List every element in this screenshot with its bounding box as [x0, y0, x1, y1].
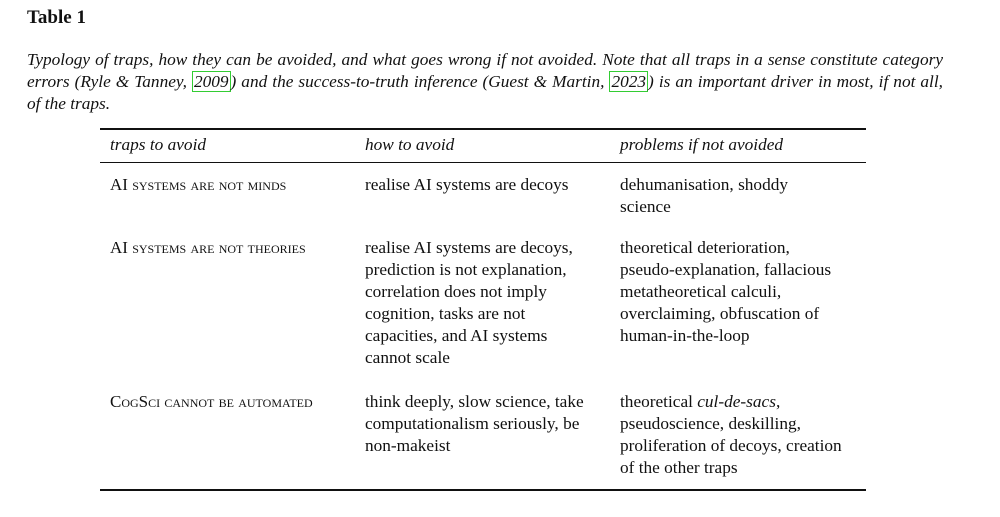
trap-cell: AI systems are not theories	[110, 238, 306, 257]
trap-cell: CogSci cannot be automated	[110, 392, 313, 411]
how-line: non-makeist	[365, 436, 451, 455]
problems-line: theoretical deterioration,	[620, 238, 790, 257]
problems-cell	[620, 237, 865, 347]
problems-text: theoretical	[620, 392, 698, 411]
problems-line-first	[620, 391, 865, 413]
problems-cell	[620, 391, 865, 479]
how-cell	[365, 174, 610, 196]
problems-cell	[620, 174, 865, 218]
how-line: think deeply, slow science, take	[365, 392, 584, 411]
problems-line: metatheoretical calculi,	[620, 282, 782, 301]
problems-line: proliferation of decoys, creation	[620, 436, 842, 455]
problems-line: dehumanisation, shoddy	[620, 175, 788, 194]
problems-line: pseudo-explanation, fallacious	[620, 260, 832, 279]
trap-cell: AI systems are not minds	[110, 175, 287, 194]
header-problems-if-not-avoided: problems if not avoided	[620, 135, 784, 154]
how-cell	[365, 237, 610, 369]
caption-text-2: ) and the success-to-truth inference (Guest & Martin,	[230, 72, 610, 91]
problems-text: ,	[775, 392, 781, 411]
problems-line: science	[620, 197, 671, 216]
table-caption	[27, 49, 943, 115]
problems-line: overclaiming, obfuscation of	[620, 304, 820, 323]
header-how-to-avoid: how to avoid	[365, 135, 455, 154]
caption-text-3: ) is an important driver in most, if not all, of the traps.	[27, 72, 943, 113]
how-line: cannot scale	[365, 348, 450, 367]
how-line: computationalism seriously, be	[365, 414, 580, 433]
traps-table	[100, 128, 866, 491]
how-line: cognition, tasks are not	[365, 304, 526, 323]
table-header-row	[100, 130, 866, 163]
problems-line: of the other traps	[620, 458, 738, 477]
problems-italic-text: cul-de-sacs	[697, 392, 776, 411]
how-line: prediction is not explanation,	[365, 260, 567, 279]
problems-line: human-in-the-loop	[620, 326, 750, 345]
caption-text-1: Typology of traps, how they can be avoided, and what goes wrong if not avoided. Note that all traps in a sense constitute category errors (Ryle & Tanney,	[27, 50, 943, 91]
header-traps-to-avoid: traps to avoid	[110, 135, 207, 154]
problems-line: pseudoscience, deskilling,	[620, 414, 801, 433]
table-label: Table 1	[27, 7, 86, 28]
how-line: realise AI systems are decoys,	[365, 238, 573, 257]
how-line: realise AI systems are decoys	[365, 175, 569, 194]
citation-link-guest-martin[interactable]: 2023	[611, 72, 647, 91]
citation-link-ryle-tanney[interactable]: 2009	[193, 72, 229, 91]
how-line: correlation does not imply	[365, 282, 547, 301]
how-line: capacities, and AI systems	[365, 326, 548, 345]
how-cell	[365, 391, 610, 457]
